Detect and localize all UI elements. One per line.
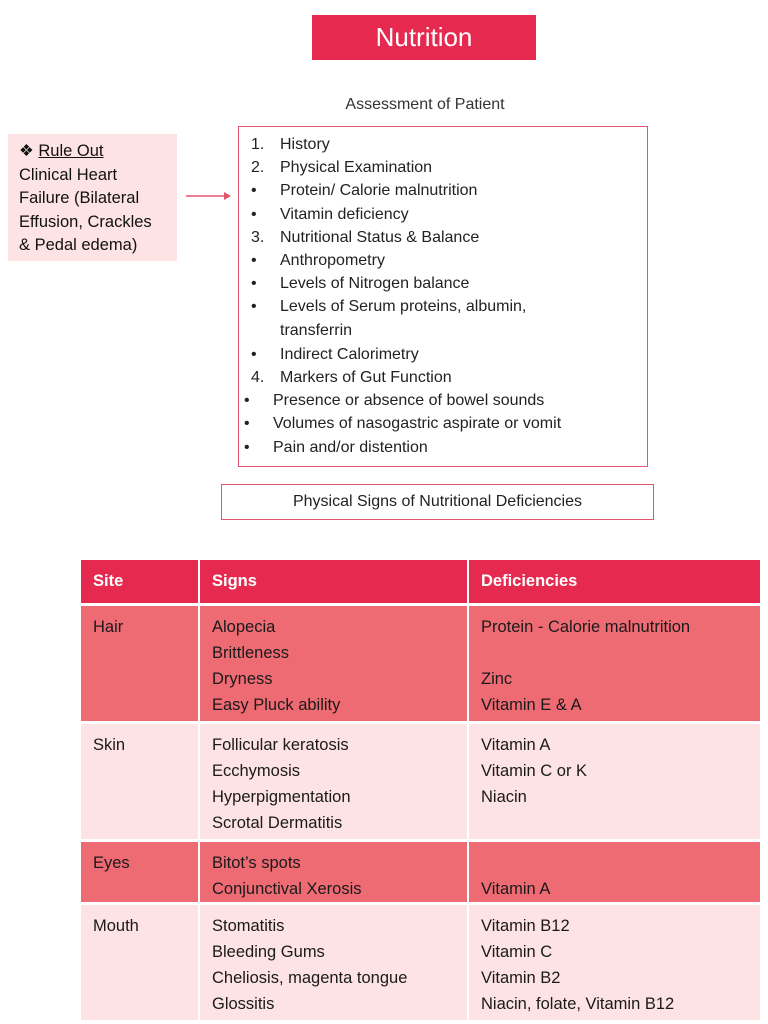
assessment-item-marker: 1.	[251, 136, 265, 153]
table-cell-signs	[200, 905, 467, 1020]
table-cell-line: Deficiencies	[481, 572, 578, 590]
arrow-right-icon	[186, 190, 231, 202]
assessment-item-marker: •	[251, 252, 257, 269]
assessment-item-marker: 3.	[251, 229, 265, 246]
table-cell-line: Easy Pluck ability	[212, 696, 341, 714]
table-cell-line: Niacin, folate, Vitamin B12	[481, 995, 675, 1013]
assessment-item-text: Pain and/or distention	[273, 439, 428, 456]
table-cell-deficiencies	[469, 606, 760, 721]
table-cell-line: Vitamin C or K	[481, 762, 588, 780]
table-cell-signs	[200, 724, 467, 839]
assessment-item-text: History	[280, 136, 330, 153]
assessment-item-text: Levels of Nitrogen balance	[280, 275, 470, 292]
assessment-item-marker: •	[244, 415, 250, 432]
assessment-item-marker: 4.	[251, 369, 265, 386]
assessment-item	[244, 392, 544, 410]
signs-heading: Physical Signs of Nutritional Deficiencies	[221, 484, 654, 520]
table-cell-line: Conjunctival Xerosis	[212, 880, 362, 898]
assessment-item-text: Vitamin deficiency	[280, 206, 409, 223]
table-cell-line: Bitot’s spots	[212, 854, 301, 872]
table-cell-line: Glossitis	[212, 995, 275, 1013]
rule-out-heading-line	[19, 140, 177, 164]
assessment-item	[251, 206, 409, 224]
rule-out-line: Clinical Heart	[19, 165, 118, 184]
assessment-item	[251, 298, 526, 316]
assessment-item-text: Physical Examination	[280, 159, 433, 176]
assessment-heading: Assessment of Patient	[345, 96, 505, 113]
assessment-item-marker: •	[251, 346, 257, 363]
table-cell-line: Dryness	[212, 670, 273, 688]
table-cell-deficiencies	[469, 842, 760, 902]
table-cell-line: Protein - Calorie malnutrition	[481, 618, 691, 636]
assessment-item	[251, 346, 419, 364]
header-site	[81, 560, 198, 603]
table-cell-line: Signs	[212, 572, 257, 590]
assessment-item	[244, 415, 561, 433]
assessment-item	[251, 275, 469, 293]
table-cell-line	[481, 640, 760, 666]
table-cell-line: Follicular keratosis	[212, 736, 349, 754]
assessment-item	[251, 182, 477, 200]
table-cell-line: Cheliosis, magenta tongue	[212, 969, 408, 987]
assessment-item-text: Nutritional Status & Balance	[280, 229, 480, 246]
assessment-item-text: Presence or absence of bowel sounds	[273, 392, 545, 409]
table-cell-line: Vitamin C	[481, 943, 553, 961]
table-cell-line	[481, 850, 760, 876]
table-cell-line	[481, 810, 760, 836]
table-cell-line: Vitamin A	[481, 736, 551, 754]
assessment-item-marker: •	[251, 182, 257, 199]
table-cell-site	[81, 905, 198, 1020]
assessment-item	[251, 229, 479, 247]
table-cell-line: Mouth	[93, 917, 139, 935]
assessment-item	[251, 369, 452, 387]
rule-out-box	[8, 134, 177, 261]
table-cell-deficiencies	[469, 905, 760, 1020]
table-cell-line: Zinc	[481, 670, 513, 688]
table-cell-line: Hair	[93, 618, 124, 636]
table-cell-line: Alopecia	[212, 618, 276, 636]
assessment-item	[251, 136, 330, 154]
assessment-item-text: transferrin	[280, 322, 353, 339]
rule-out-line: & Pedal edema)	[19, 236, 138, 254]
table-cell-line: Bleeding Gums	[212, 943, 325, 961]
table-cell-line: Vitamin B12	[481, 917, 570, 935]
assessment-item-text: Anthropometry	[280, 252, 385, 269]
table-cell-deficiencies	[469, 724, 760, 839]
assessment-item-text: Volumes of nasogastric aspirate or vomit	[273, 415, 562, 432]
assessment-item	[251, 322, 352, 340]
table-cell-signs	[200, 606, 467, 721]
header-deficiencies	[469, 560, 760, 603]
table-cell-line: Site	[93, 572, 124, 590]
rule-out-line: Effusion, Crackles	[19, 212, 152, 231]
rule-out-line: Failure (Bilateral	[19, 189, 140, 207]
page-title: Nutrition	[312, 15, 536, 60]
header-signs	[200, 560, 467, 603]
table-cell-line: Vitamin B2	[481, 969, 561, 987]
table-cell-line: Hyperpigmentation	[212, 788, 351, 806]
table-cell-line: Ecchymosis	[212, 762, 301, 780]
table-cell-line: Eyes	[93, 854, 130, 872]
table-cell-signs	[200, 842, 467, 902]
assessment-item-marker: •	[251, 298, 257, 315]
table-cell-site	[81, 842, 198, 902]
assessment-item	[244, 439, 428, 457]
assessment-item	[251, 159, 432, 177]
assessment-item-marker: •	[244, 439, 250, 456]
assessment-item-marker: •	[251, 275, 257, 292]
assessment-item-marker: 2.	[251, 159, 265, 176]
assessment-item-text: Markers of Gut Function	[280, 369, 452, 386]
assessment-item-text: Protein/ Calorie malnutrition	[280, 182, 478, 199]
assessment-item	[251, 252, 385, 270]
assessment-item-marker: •	[244, 392, 250, 409]
table-cell-line: Vitamin A	[481, 880, 551, 898]
diamond-bullet-icon: ❖	[19, 142, 34, 160]
table-cell-site	[81, 724, 198, 839]
assessment-item-text: Indirect Calorimetry	[280, 346, 419, 363]
table-cell-line: Skin	[93, 736, 126, 754]
assessment-item-text: Levels of Serum proteins, albumin,	[280, 298, 527, 315]
table-cell-line: Niacin	[481, 788, 527, 806]
table-cell-line: Brittleness	[212, 644, 290, 662]
table-cell-line: Vitamin E & A	[481, 696, 582, 714]
assessment-item-marker: •	[251, 206, 257, 223]
table-cell-site	[81, 606, 198, 721]
rule-out-heading: Rule Out	[38, 142, 104, 160]
table-cell-line: Stomatitis	[212, 917, 285, 935]
table-cell-line: Scrotal Dermatitis	[212, 814, 343, 832]
